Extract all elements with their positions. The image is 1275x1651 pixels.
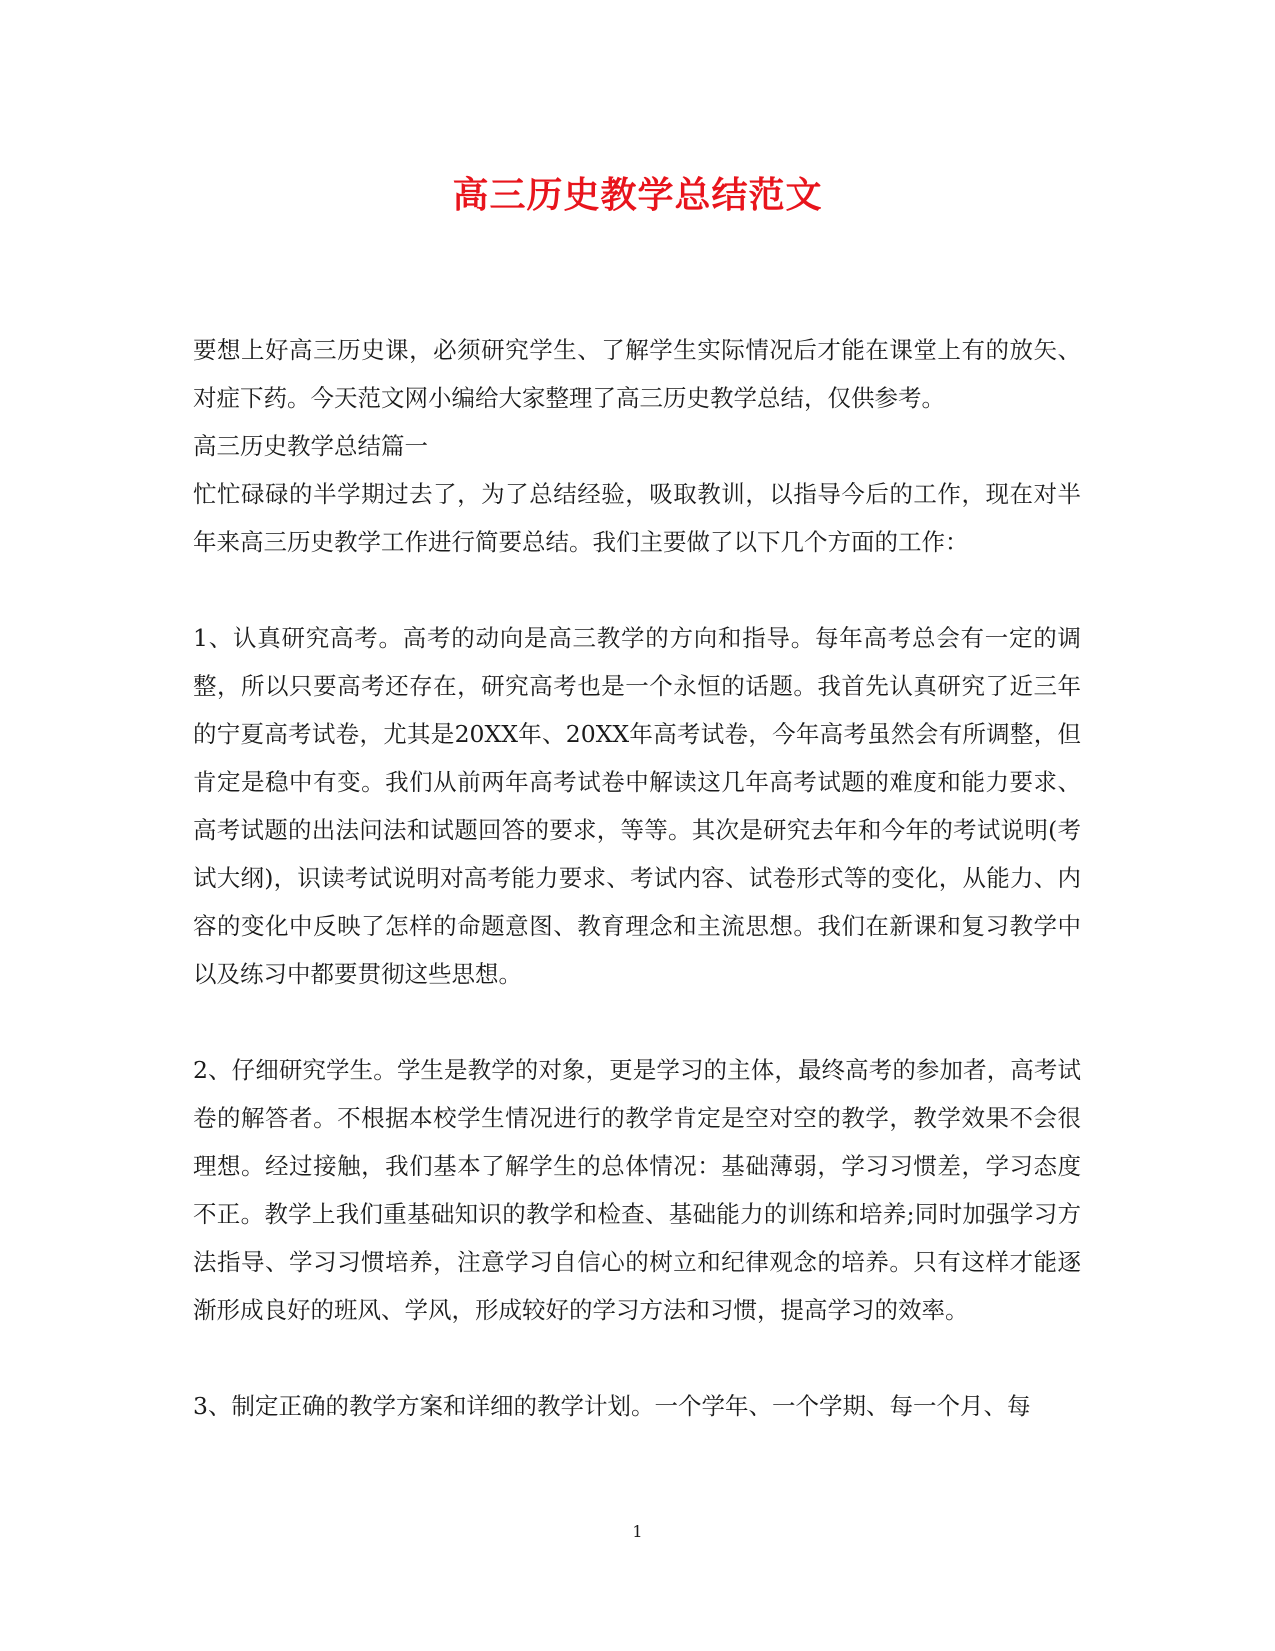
point-1-paragraph: 1、认真研究高考。高考的动向是高三教学的方向和指导。每年高考总会有一定的调整，所以只要高考还存在，研究高考也是一个永恒的话题。我首先认真研究了近三年的宁夏高考试卷，尤其是20XX年、20XX年高考试卷，今年高考虽然会有所调整，但肯定是稳中有变。我们从前两年高考试卷中解读这几年高考试题的难度和能力要求、高考试题的出法问法和试题回答的要求，等等。其次是研究去年和今年的考试说明(考试大纲)，识读考试说明对高考能力要求、考试内容、试卷形式等的变化，从能力、内容的变化中反映了怎样的命题意图、教育理念和主流思想。我们在新课和复习教学中以及练习中都要贯彻这些思想。 bbox=[193, 624, 1081, 988]
document-title: 高三历史教学总结范文 bbox=[452, 174, 823, 216]
section-heading: 高三历史教学总结篇一 bbox=[193, 432, 428, 460]
point-3-paragraph: 3、制定正确的教学方案和详细的教学计划。一个学年、一个学期、每一个月、每 bbox=[193, 1392, 1031, 1420]
point-2-paragraph: 2、仔细研究学生。学生是教学的对象，更是学习的主体，最终高考的参加者，高考试卷的解答者。不根据本校学生情况进行的教学肯定是空对空的教学，教学效果不会很理想。经过接触，我们基本了解学生的总体情况：基础薄弱，学习习惯差，学习态度不正。教学上我们重基础知识的教学和检查、基础能力的训练和培养;同时加强学习方法指导、学习习惯培养，注意学习自信心的树立和纪律观念的培养。只有这样才能逐渐形成良好的班风、学风，形成较好的学习方法和习惯，提高学习的效率。 bbox=[193, 1056, 1081, 1324]
opening-paragraph: 忙忙碌碌的半学期过去了，为了总结经验，吸取教训，以指导今后的工作，现在对半年来高三历史教学工作进行简要总结。我们主要做了以下几个方面的工作： bbox=[193, 480, 1081, 556]
page-number: 1 bbox=[632, 1522, 643, 1541]
document-body bbox=[193, 326, 1081, 1430]
intro-paragraph: 要想上好高三历史课，必须研究学生、了解学生实际情况后才能在课堂上有的放矢、对症下药。今天范文网小编给大家整理了高三历史教学总结，仅供参考。 bbox=[193, 336, 1081, 412]
